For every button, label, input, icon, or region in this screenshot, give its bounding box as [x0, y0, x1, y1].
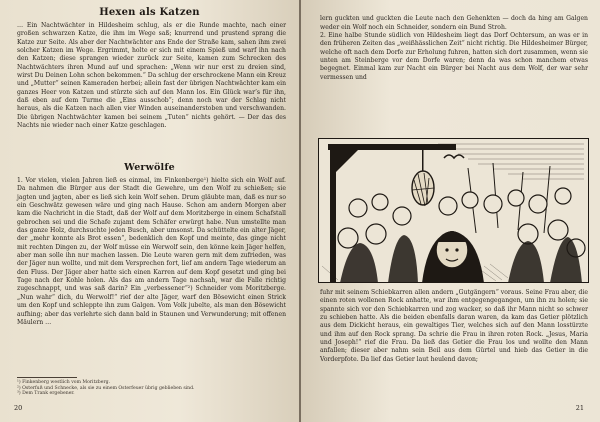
page-number-right: 21: [575, 404, 584, 412]
footnotes: [17, 380, 247, 397]
footnote-3: ³) Dem Trank ergebener.: [17, 391, 75, 397]
heading-werwoelfe: Werwölfe: [124, 162, 175, 173]
paragraph-ochtersum: [320, 289, 588, 401]
paragraph-werwolf-1: [17, 177, 286, 369]
footnote-2: ²) Osterfuß und Schnecke, als sie zu einem Osterfeuer übrig geblieben sind.: [17, 385, 195, 391]
paragraph-werwolf-1-text: 1. Vor vielen, vielen Jahren ließ es einmal, im Finkenberge¹) hielte sich ein Wolf auf. Da nahmen die Bürger aus der Stadt die Gewehre, um den Wolf zu schießen; sie jagten und jagten, aber es ließ sich kein Wolf sehen. Drum gläubte man, daß es nur so ein Geschwätz gewesen wäre und ging nach Hause. Schon am andern Morgen aber kam die Nachricht in die Stadt, daß der Wolf auf dem Moritzberge in einem Schafstall gebrochen sei und die Schafe zujamt dem Schäfer erwürgt habe. Nun umstellte man das ganze Holz, durchsuchte jeden Busch, aber umsonst. Da schüttelte ein alter Jäger, der „mehr konnte als Brot essen“, bedenklich den Kopf und meinte, das ginge nicht mit rechten Dingen zu, der Wolf müsse ein Werwolf sein, den könne kein Jäger helfen, aber man solle ihn nur machen lassen. Die Leute waren gern mit dem zufrieden, was der Jäger nun wollte, und mit dem Versprechen fort, lief am andern Tage wiederum an den Fluss. Der Jäger aber hatte sich einen Karren auf dem Kopf gesetzt und ging bei Tage nach der Kohle holen. Als das am andern Tage nachsah, war die Falle richtig zugeschnappt, und was saß darin? Ein „verbessener“²) Schneider vom Moritzberge. „Nun wahr“ dich, du Werwolf!“ rief der alte Jäger, warf den Bösewicht einen Strick um den Kopf und schleppte ihn zum Galgen. Vom Volk jubelte, als man den Bösewicht aufhing; aber das verlehrte sich dann bald in Staunen und Verwunderung; mit offenen Mäulern …: [17, 177, 286, 326]
straw-bundle-icon: [412, 171, 434, 206]
heading-hexen-als-katzen: Hexen als Katzen: [99, 7, 200, 18]
paragraph-katzen-text: … Ein Nachtwächter in Hildesheim schlug, als er die Runde machte, nach einer großen schwarzen Katze, die ihm im Wege saß; knurrend und prustend sprang die Katze zur Seite. Als aber der Nachtwächter ans Ende der Straße kam, sahen ihm zwei solcher Katzen im Wege. Ergrimmt, holte er sich mit einem Spieß und warf ihn nach den Katzen; diese sprangen wieder zurück zur Seite, kamen zum Schrecken des Nachtwächters ihren Mund auf und sprachen: „Wenn wir nur erst zu dreien sind, wirst Du Deinen Lohn schon bekommen.“ Da schlug der erschrockene Mann ein Kreuz und „Mutter“ seinen Kameraden herbei; allein fast der übrigen Nachtwächter kam ein ganzes Heer von Katzen und stürzte sich auf den Mann los. Ein Glück war’s für ihn, daß eben auf dem Turme die „Eins ausschob“; denn noch war der Schlag nicht heraus, als die Katzen nach allen vier Winden auseinanderstoben und verschwanden. Die übrigen Nachtwächter kamen bei seinem „Tuten“ nichts gehört. — Der das des Nachts nie wieder nach einer Katze geschlagen.: [17, 22, 286, 130]
footnote-rule: [17, 377, 77, 378]
paragraph-ochtersum-text: fuhr mit seinem Schiebkarren allen andern „Gutgängern“ voraus. Seine Frau aber, die einen roten wollenen Rock anhatte, war ihm entgegengegangen, um ihn zu holen; sie spannte sich vor den Schiebkarren und zog wacker, so daß ihr Mann nicht so schwer zu schieben hatte. Als die beiden ebenfalls daran waren, da kam das Getier plötzlich aus dem Dickicht heraus, ein gewaltiges Tier, welches sich auf den Mann losstürzte und ihm auf den Rock sprang. Da schrie die Frau in ihren roten Rock. „Jesus, Maria und Joseph!“ rief die Frau. Da ließ das Getier die Frau los und wollte den Mann anfallen; dieser aber nahm sein Beil aus dem Gürtel und hieb das Getier in die Vorderpfote. Da lief das Getier laut heulend davon;: [320, 289, 588, 363]
footnote-1: ¹) Finkenberg westlich vom Moritzberg.: [17, 380, 111, 385]
woodcut-illustration: [318, 138, 589, 283]
left-page: [0, 0, 299, 422]
paragraph-katzen: [17, 22, 286, 150]
page-number-left: 20: [14, 404, 23, 412]
paragraph-werwolf-cont-text: lern guckten und guckten die Leute nach den Gehenkten — doch da hing am Galgen weder ein Wolf noch ein Schneider, sondern ein Bund Stroh. 2. Eine halbe Stunde südlich von Hildesheim liegt das Dorf Ochtersum, an was er in den früheren Zeiten das „weißhässlichen Zeit“ nicht richtig. Die Hildesheimer Bürger, welche oft nach dem Dorfe zur Erholung fuhren, hatten sich dort zusammen, wenn sie unten am Steinberge vor dem Dorfe waren; denn da was schon manchem etwas begegnet. Einmal kam zur Nacht ein Bürger bei Nacht aus dem Wolf, der war sehr vermessen und: [320, 15, 588, 81]
paragraph-werwolf-cont: [320, 7, 588, 133]
right-page: [301, 0, 600, 422]
